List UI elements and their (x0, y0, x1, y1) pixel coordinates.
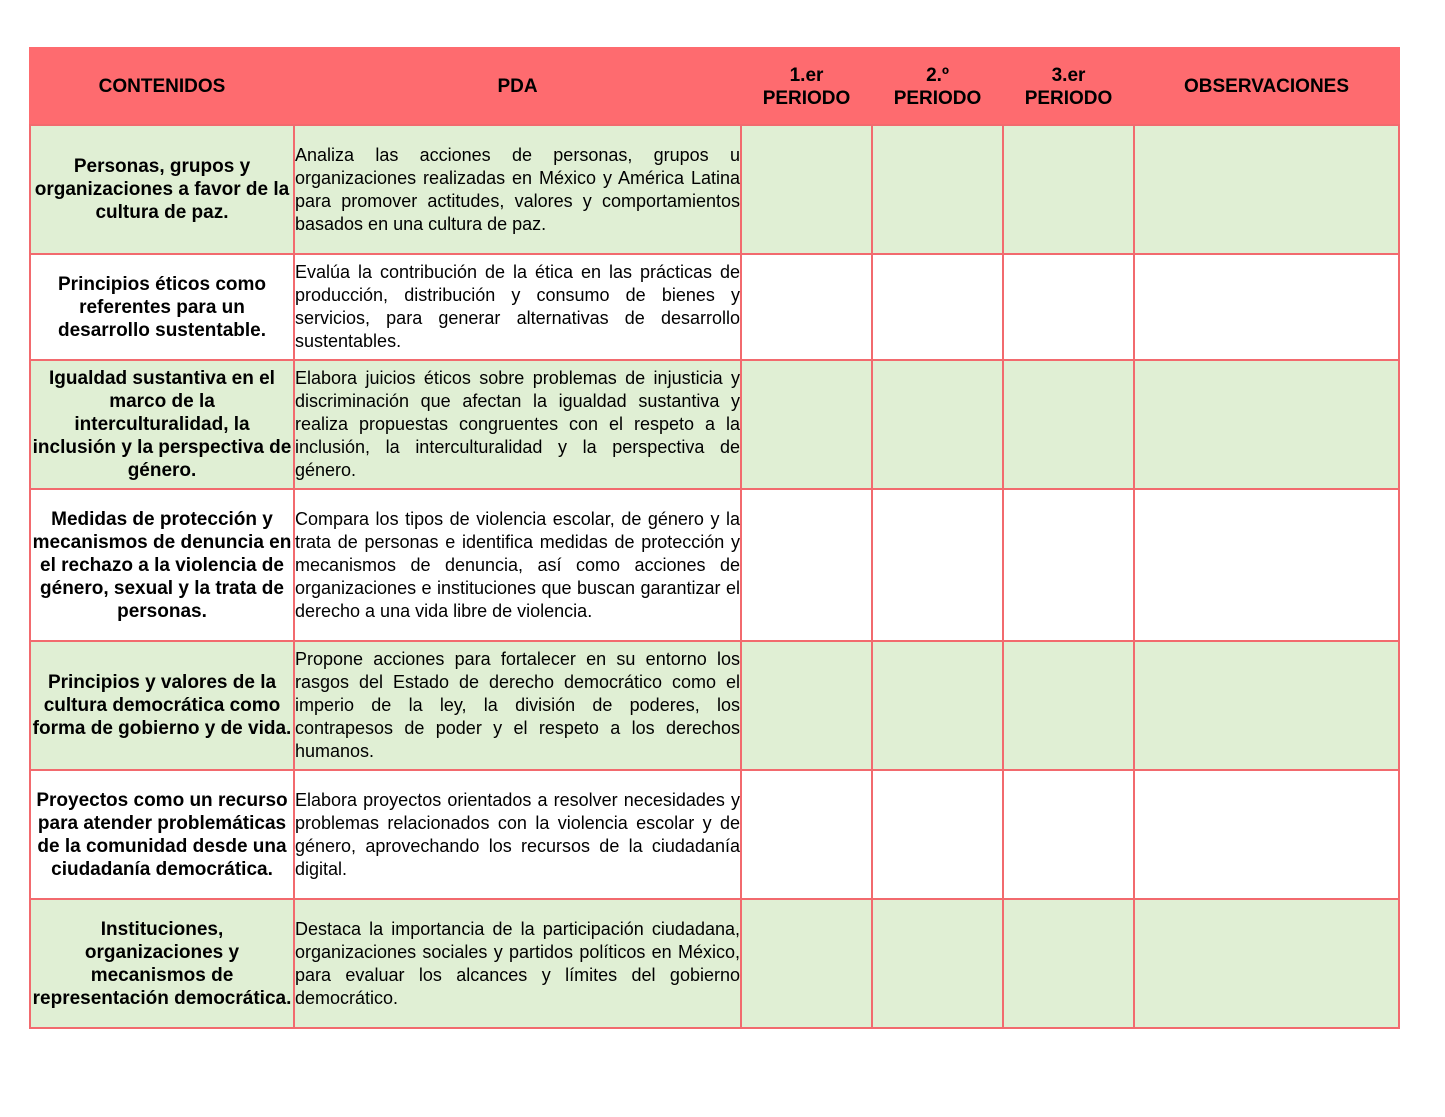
periodo-2-cell[interactable] (872, 254, 1003, 360)
contenido-cell: Medidas de protección y mecanismos de denuncia en el rechazo a la violencia de género, sexual y la trata de personas. (30, 489, 294, 641)
periodo-1-cell[interactable] (741, 641, 872, 770)
periodo-2-cell[interactable] (872, 125, 1003, 254)
header-periodo-1-label: PERIODO (762, 87, 851, 109)
periodo-1-cell[interactable] (741, 899, 872, 1028)
table-row (30, 899, 1399, 1028)
observaciones-cell[interactable] (1134, 360, 1399, 489)
pda-cell: Elabora proyectos orientados a resolver necesidades y problemas relacionados con la violencia escolar y de género, aprovechando los recursos de la ciudadanía digital. (294, 770, 741, 899)
pda-cell: Propone acciones para fortalecer en su entorno los rasgos del Estado de derecho democrático como el imperio de la ley, la división de poderes, los contrapesos de poder y el respeto a los derechos humanos. (294, 641, 741, 770)
pda-cell: Compara los tipos de violencia escolar, de género y la trata de personas e identifica medidas de protección y mecanismos de denuncia, así como acciones de organizaciones e instituciones que buscan garantizar el derecho a una vida libre de violencia. (294, 489, 741, 641)
contenido-cell: Igualdad sustantiva en el marco de la interculturalidad, la inclusión y la perspectiva de género. (30, 360, 294, 489)
table-row (30, 254, 1399, 360)
periodo-3-cell[interactable] (1003, 899, 1134, 1028)
table-row (30, 489, 1399, 641)
header-observaciones: OBSERVACIONES (1134, 48, 1399, 125)
periodo-2-cell[interactable] (872, 641, 1003, 770)
observaciones-cell[interactable] (1134, 125, 1399, 254)
periodo-3-cell[interactable] (1003, 770, 1134, 899)
pda-cell: Evalúa la contribución de la ética en las prácticas de producción, distribución y consumo de bienes y servicios, para generar alternativas de desarrollo sustentables. (294, 254, 741, 360)
observaciones-cell[interactable] (1134, 770, 1399, 899)
contenido-cell: Personas, grupos y organizaciones a favor de la cultura de paz. (30, 125, 294, 254)
periodo-2-cell[interactable] (872, 489, 1003, 641)
table-row (30, 360, 1399, 489)
periodo-3-cell[interactable] (1003, 125, 1134, 254)
contenido-cell: Principios éticos como referentes para un desarrollo sustentable. (30, 254, 294, 360)
periodo-2-cell[interactable] (872, 360, 1003, 489)
table-row (30, 125, 1399, 254)
periodo-3-cell[interactable] (1003, 254, 1134, 360)
periodo-2-cell[interactable] (872, 899, 1003, 1028)
evaluation-table (29, 47, 1400, 1029)
header-periodo-3-ordinal: 3.er (1051, 64, 1086, 86)
observaciones-cell[interactable] (1134, 254, 1399, 360)
periodo-3-cell[interactable] (1003, 360, 1134, 489)
periodo-1-cell[interactable] (741, 360, 872, 489)
pda-cell: Elabora juicios éticos sobre problemas de injusticia y discriminación que afectan la igualdad sustantiva y realiza propuestas congruentes con el respeto a la inclusión, la interculturalidad y la perspectiva de género. (294, 360, 741, 489)
table-header-row (30, 48, 1399, 125)
table-row (30, 770, 1399, 899)
header-periodo-2-ordinal: 2.º (926, 64, 949, 86)
periodo-1-cell[interactable] (741, 125, 872, 254)
observaciones-cell[interactable] (1134, 489, 1399, 641)
header-periodo-1-ordinal: 1.er (789, 64, 824, 86)
contenido-cell: Instituciones, organizaciones y mecanismos de representación democrática. (30, 899, 294, 1028)
header-periodo-2 (872, 48, 1003, 125)
periodo-1-cell[interactable] (741, 489, 872, 641)
observaciones-cell[interactable] (1134, 641, 1399, 770)
header-periodo-3-label: PERIODO (1024, 87, 1113, 109)
header-periodo-2-label: PERIODO (893, 87, 982, 109)
pda-cell: Destaca la importancia de la participación ciudadana, organizaciones sociales y partidos políticos en México, para evaluar los alcances y límites del gobierno democrático. (294, 899, 741, 1028)
header-contenidos: CONTENIDOS (30, 48, 294, 125)
contenido-cell: Proyectos como un recurso para atender problemáticas de la comunidad desde una ciudadanía democrática. (30, 770, 294, 899)
periodo-1-cell[interactable] (741, 254, 872, 360)
table-row (30, 641, 1399, 770)
header-periodo-1 (741, 48, 872, 125)
observaciones-cell[interactable] (1134, 899, 1399, 1028)
periodo-3-cell[interactable] (1003, 641, 1134, 770)
periodo-1-cell[interactable] (741, 770, 872, 899)
header-periodo-3 (1003, 48, 1134, 125)
header-pda: PDA (294, 48, 741, 125)
contenido-cell: Principios y valores de la cultura democrática como forma de gobierno y de vida. (30, 641, 294, 770)
pda-cell: Analiza las acciones de personas, grupos u organizaciones realizadas en México y América Latina para promover actitudes, valores y comportamientos basados en una cultura de paz. (294, 125, 741, 254)
periodo-2-cell[interactable] (872, 770, 1003, 899)
periodo-3-cell[interactable] (1003, 489, 1134, 641)
